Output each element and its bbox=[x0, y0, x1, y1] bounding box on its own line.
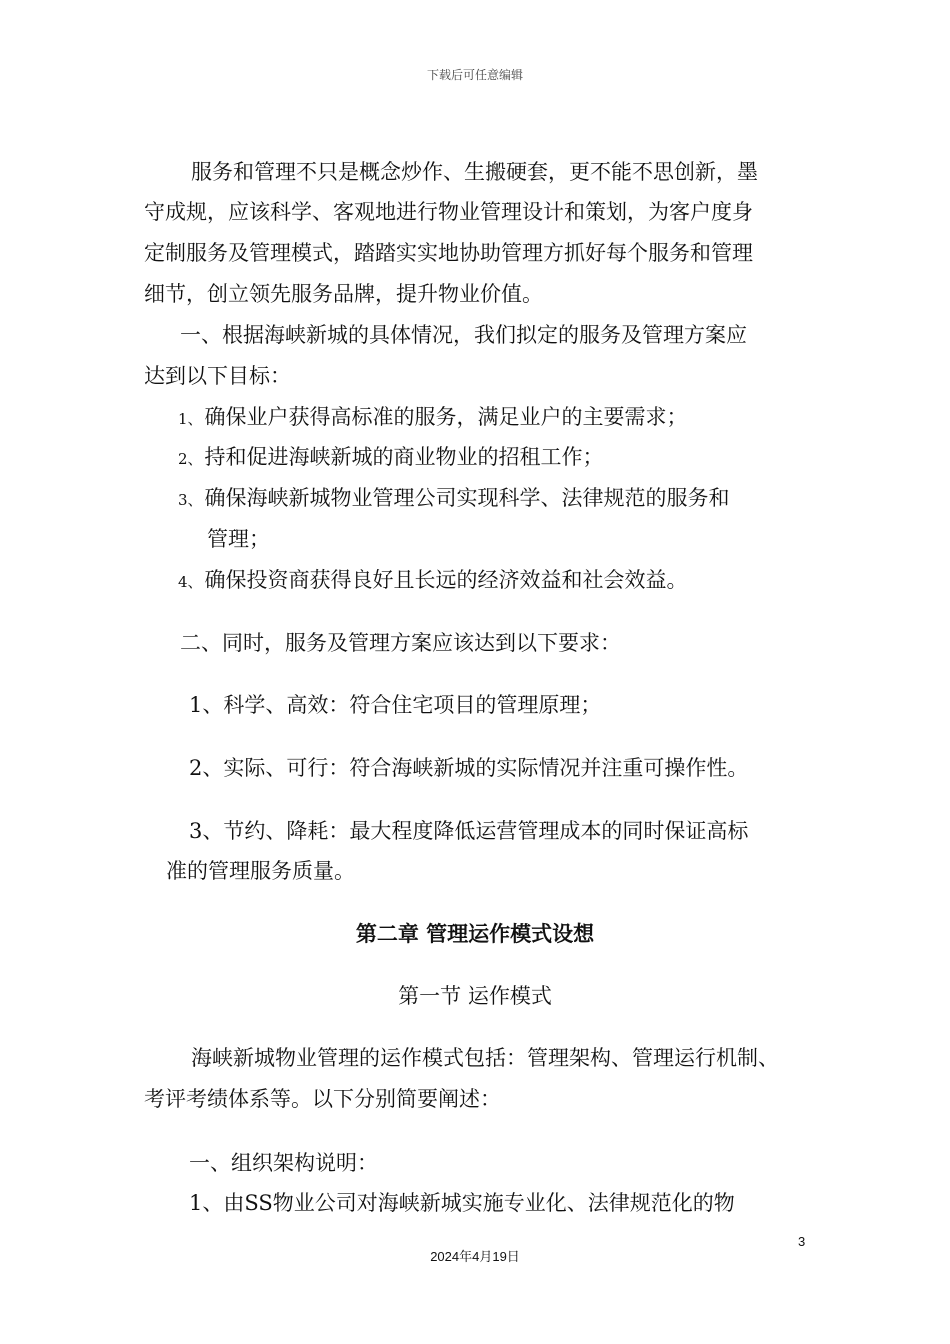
section-title: 第一节 运作模式 bbox=[398, 984, 552, 1008]
para2-line1: 一、根据海峡新城的具体情况，我们拟定的服务及管理方案应 bbox=[180, 323, 747, 347]
goal-item-1 bbox=[178, 403, 688, 433]
goal-number: 1、 bbox=[178, 410, 203, 428]
page-number: 3 bbox=[798, 1234, 806, 1249]
para1-line3: 定制服务及管理模式，踏踏实实地协助管理方抓好每个服务和管理 bbox=[144, 241, 753, 265]
requirements-title: 二、同时，服务及管理方案应该达到以下要求： bbox=[180, 631, 621, 655]
requirement-item-3-continuation: 准的管理服务质量。 bbox=[166, 859, 355, 883]
page-header: 下载后可任意编辑 bbox=[426, 68, 523, 82]
requirement-item-1: 1、科学、高效：符合住宅项目的管理原理； bbox=[189, 693, 602, 717]
requirement-item-3: 3、节约、降耗：最大程度降低运营管理成本的同时保证高标 bbox=[189, 819, 749, 843]
para2-line2: 达到以下目标： bbox=[144, 364, 291, 388]
para1-line1: 服务和管理不只是概念炒作、生搬硬套，更不能不思创新，墨 bbox=[191, 160, 758, 184]
goal-item-3-continuation: 管理； bbox=[207, 527, 270, 551]
goal-number: 3、 bbox=[178, 491, 203, 509]
goal-text: 确保业户获得高标准的服务，满足业户的主要需求； bbox=[204, 405, 688, 429]
footer-date: 2024年4月19日 bbox=[430, 1249, 520, 1264]
para1-line4: 细节，创立领先服务品牌，提升物业价值。 bbox=[144, 282, 543, 306]
para3-line1: 海峡新城物业管理的运作模式包括：管理架构、管理运行机制、 bbox=[191, 1046, 779, 1070]
goal-item-3 bbox=[178, 484, 730, 514]
goal-number: 4、 bbox=[178, 573, 203, 591]
chapter-title: 第二章 管理运作模式设想 bbox=[355, 922, 595, 946]
requirement-item-2: 2、实际、可行：符合海峡新城的实际情况并注重可操作性。 bbox=[189, 756, 749, 780]
goal-item-2 bbox=[178, 443, 604, 473]
goal-text: 确保投资商获得良好且长远的经济效益和社会效益。 bbox=[204, 568, 688, 592]
goal-number: 2、 bbox=[178, 450, 203, 468]
org-title: 一、组织架构说明： bbox=[189, 1151, 378, 1175]
para1-line2: 守成规，应该科学、客观地进行物业管理设计和策划，为客户度身 bbox=[144, 200, 753, 224]
org-item-1: 1、由SS物业公司对海峡新城实施专业化、法律规范化的物 bbox=[189, 1191, 735, 1215]
goal-text: 持和促进海峡新城的商业物业的招租工作； bbox=[204, 445, 604, 469]
goal-text: 确保海峡新城物业管理公司实现科学、法律规范的服务和 bbox=[204, 486, 730, 510]
para3-line2: 考评考绩体系等。以下分别简要阐述： bbox=[144, 1087, 501, 1111]
goal-item-4 bbox=[178, 566, 688, 596]
